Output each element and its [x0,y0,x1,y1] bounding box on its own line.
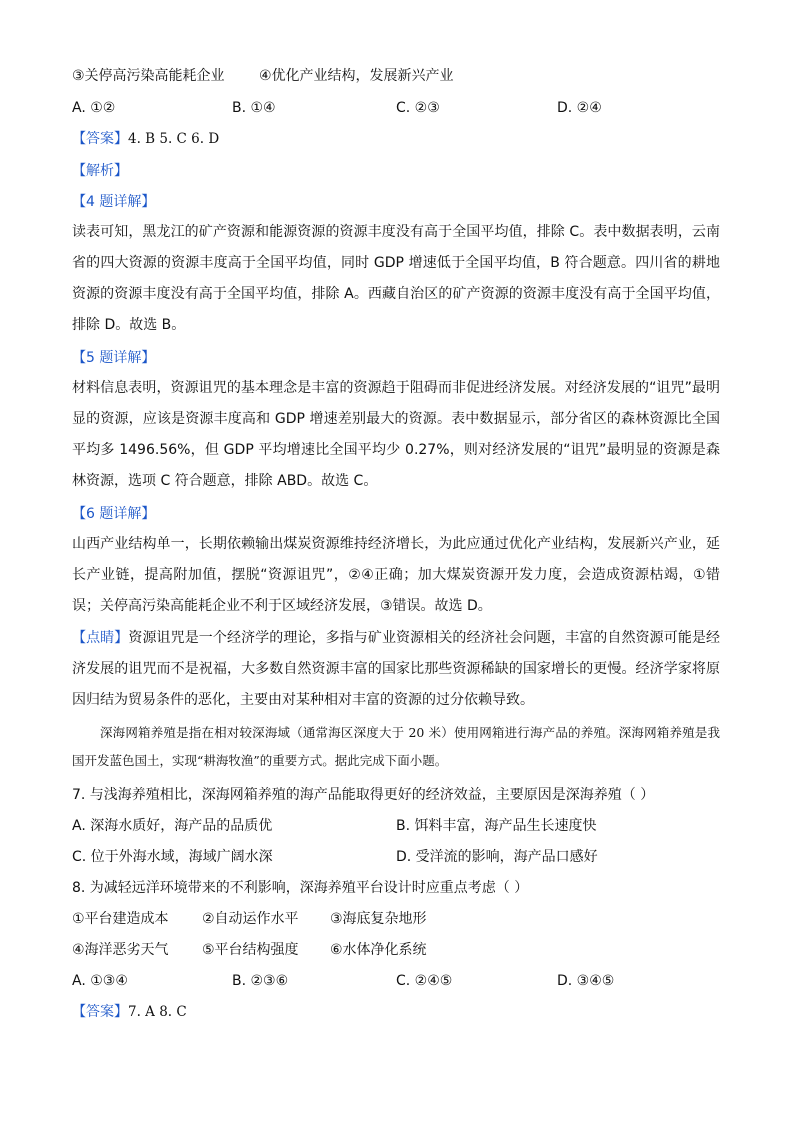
q7-option-d: D. 受洋流的影响，海产品口感好 [396,849,598,865]
option-item-3: ③关停高污染高能耗企业 [72,68,225,84]
dianjing-body: 资源诅咒是一个经济学的理论，多指与矿业资源相关的经济社会问题，丰富的自然资源可能是经济发展的诅咒而不是祝福，大多数自然资源丰富的国家比那些资源稀缺的国家增长的更慢。经济学家将原因归结为贸易条件的恶化，主要由对某种相对丰富的资源的过分依赖导致。 [72,630,721,708]
answer-label-2: 【答案】 [72,1004,128,1020]
q8-item-6: ⑥水体净化系统 [330,942,427,958]
q4-heading: 【4 题详解】 [72,194,156,210]
answer-line-1 [72,129,219,149]
q8-stem: 8. 为减轻远洋环境带来的不利影响，深海养殖平台设计时应重点考虑（ ） [72,880,529,896]
q5-explanation: 材料信息表明，资源诅咒的基本理念是丰富的资源趋于阻碍而非促进经济发展。对经济发展的“诅咒”最明显的资源，应该是资源丰度高和 GDP 增速差别最大的资源。表中数据显示，部分省区的森林资源比全国平均多 1496.56%，但 GDP 平均增速比全国平均少 0.27%，则对经济发展的“诅咒”最明显的资源是森林资源，选项 C 符合题意，排除 ABD。故选 C。 [72,380,720,489]
q8-option-a: A. ①③④ [72,973,128,989]
q8-item-1: ①平台建造成本 [72,911,169,927]
q8-option-c: C. ②④⑤ [396,973,453,989]
answer-value: 4. B 5. C 6. D [128,131,220,147]
q8-item-3: ③海底复杂地形 [330,911,427,927]
option-item-4: ④优化产业结构，发展新兴产业 [259,68,454,84]
q7-option-b: B. 饵料丰富，海产品生长速度快 [396,818,597,834]
dianjing-label: 【点睛】 [72,630,129,646]
q5-heading: 【5 题详解】 [72,350,156,366]
q7-option-a: A. 深海水质好，海产品的品质优 [72,818,273,834]
q6-heading: 【6 题详解】 [72,506,156,522]
answer-label: 【答案】 [72,131,128,147]
q8-item-4: ④海洋恶劣天气 [72,942,169,958]
choice-c: C. ②③ [396,100,440,116]
dianjing-note [72,623,720,716]
analysis-label: 【解析】 [72,163,128,179]
q7-stem: 7. 与浅海养殖相比，深海网箱养殖的海产品能取得更好的经济效益，主要原因是深海养殖（ ） [72,787,655,803]
q6-explanation: 山西产业结构单一，长期依赖输出煤炭资源维持经济增长，为此应通过优化产业结构，发展新兴产业，延长产业链，提高附加值，摆脱“资源诅咒”，②④正确；加大煤炭资源开发力度，会造成资源枯竭，①错误；关停高污染高能耗企业不利于区域经济发展，③错误。故选 D。 [72,536,720,614]
q8-item-2: ②自动运作水平 [202,911,299,927]
answer-value-2: 7. A 8. C [128,1004,187,1020]
q8-item-5: ⑤平台结构强度 [202,942,299,958]
answer-line-2 [72,1002,187,1022]
q8-option-b: B. ②③⑥ [232,973,289,989]
choice-d: D. ②④ [557,100,602,116]
q7-option-c: C. 位于外海水域，海域广阔水深 [72,849,273,865]
choice-a: A. ①② [72,100,116,116]
q4-explanation: 读表可知，黑龙江的矿产资源和能源资源的资源丰度没有高于全国平均值，排除 C。表中数据表明，云南省的四大资源的资源丰度高于全国平均值，同时 GDP 增速低于全国平均值，B 符合题意。四川省的耕地资源的资源丰度没有高于全国平均值，排除 A。西藏自治区的矿产资源的资源丰度没有高于全国平均值，排除 D。故选 B。 [72,224,720,333]
choice-b: B. ①④ [232,100,276,116]
material-intro: 深海网箱养殖是指在相对较深海域（通常海区深度大于 20 米）使用网箱进行海产品的养殖。深海网箱养殖是我国开发蓝色国土，实现“耕海牧渔”的重要方式。据此完成下面小题。 [72,725,720,768]
q8-option-d: D. ③④⑤ [557,973,615,989]
